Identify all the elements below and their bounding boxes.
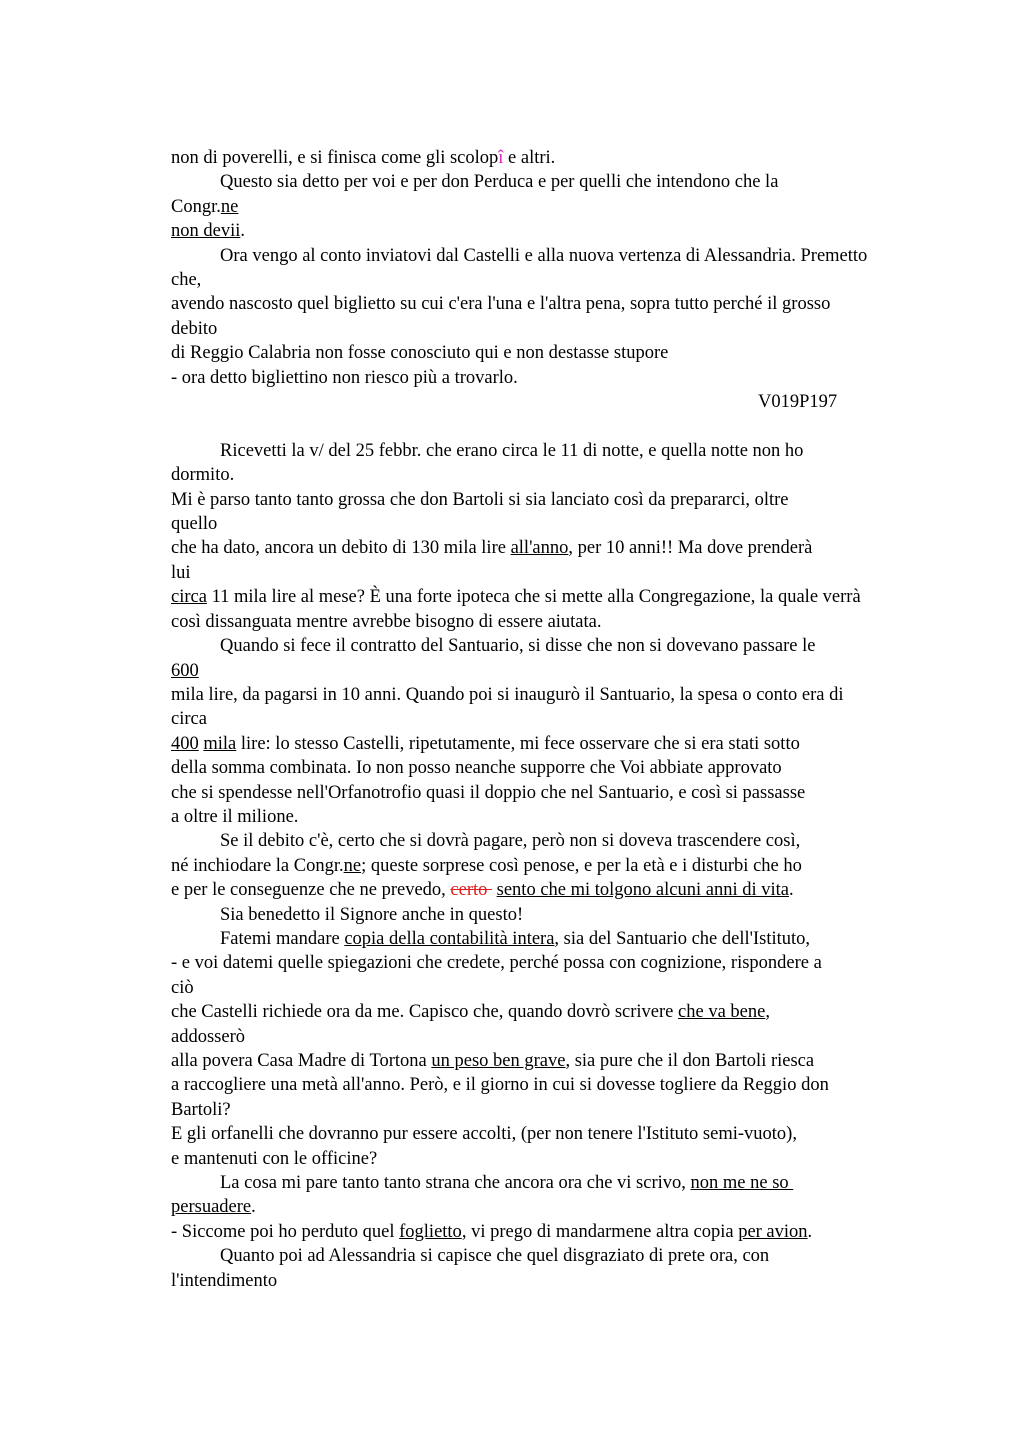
underlined-text: ne <box>220 196 239 217</box>
text-line <box>171 976 961 1000</box>
text-run: V019P197 <box>758 392 838 413</box>
underlined-text: persuadere <box>171 1197 252 1218</box>
text-line <box>171 1073 961 1097</box>
text-line <box>171 1025 961 1049</box>
text-run: . <box>251 1197 256 1218</box>
text-line <box>171 829 961 853</box>
text-run: , per 10 anni!! Ma dove prenderà <box>568 538 813 559</box>
text-run: La cosa mi pare tanto tanto strana che ancora ora che vi scrivo, <box>220 1173 691 1194</box>
underlined-text: ne <box>343 855 362 876</box>
text-line <box>171 854 961 878</box>
text-line <box>171 903 961 927</box>
text-run: mila lire, da pagarsi in 10 anni. Quando poi si inaugurò il Santuario, la spesa o conto era di <box>171 684 844 705</box>
text-run: , sia pure che il don Bartoli riesca <box>565 1051 815 1072</box>
text-run: lui <box>171 562 191 583</box>
text-line <box>171 439 961 463</box>
text-run: l'intendimento <box>171 1270 278 1291</box>
text-run: Se il debito c'è, certo che si dovrà pagare, però non si doveva trascendere così, <box>220 831 801 852</box>
underlined-text: non devii <box>171 221 241 242</box>
underlined-text: foglietto <box>399 1221 462 1242</box>
text-run: , <box>765 1002 770 1023</box>
text-run: e per le conseguenze che ne prevedo, <box>171 880 451 901</box>
underlined-text: che va bene <box>678 1002 766 1023</box>
text-run: dormito. <box>171 465 235 486</box>
text-line <box>171 951 961 975</box>
struck-text: certo <box>450 880 493 901</box>
text-line <box>171 1171 961 1195</box>
text-line <box>171 781 961 805</box>
text-run: ciò <box>171 977 194 998</box>
text-run: . <box>240 221 245 242</box>
text-line <box>171 707 961 731</box>
underlined-text: 400 <box>171 733 199 754</box>
underlined-text: un peso ben grave <box>431 1051 566 1072</box>
text-line <box>171 1195 961 1219</box>
text-line <box>171 634 961 658</box>
text-run: che ha dato, ancora un debito di 130 mila lire <box>171 538 511 559</box>
document-page <box>171 146 961 1293</box>
text-line <box>171 927 961 951</box>
text-line <box>171 1147 961 1171</box>
text-line <box>171 463 961 487</box>
underlined-text: 600 <box>171 660 199 681</box>
text-line <box>171 170 961 194</box>
text-line <box>171 1000 961 1024</box>
text-run: avendo nascosto quel biglietto su cui c'era l'una e l'altra pena, sopra tutto perché il grosso <box>171 294 831 315</box>
underlined-text: mila <box>203 733 237 754</box>
text-line <box>171 195 961 219</box>
text-run: 11 mila lire al mese? È una forte ipoteca che si mette alla Congregazione, la quale verrà <box>206 587 861 608</box>
text-run: della somma combinata. Io non posso neanche supporre che Voi abbiate approvato <box>171 758 782 779</box>
text-line <box>171 317 961 341</box>
text-run: Quando si fece il contratto del Santuario, si disse che non si dovevano passare le <box>220 636 816 657</box>
text-run: Questo sia detto per voi e per don Perduca e per quelli che intendono che la <box>220 172 779 193</box>
text-line <box>171 561 961 585</box>
underlined-text: sento che mi tolgono alcuni anni di vita <box>496 880 789 901</box>
text-run: Bartoli? <box>171 1099 231 1120</box>
text-run: che si spendesse nell'Orfanotrofio quasi il doppio che nel Santuario, e così si passasse <box>171 782 806 803</box>
text-run: non di poverelli, e si finisca come gli scolop <box>171 148 499 168</box>
text-line <box>171 512 961 536</box>
text-run: , vi prego di mandarmene altra copia <box>461 1221 739 1242</box>
text-run: - ora detto bigliettino non riesco più a trovarlo. <box>171 367 518 388</box>
text-run: Quanto poi ad Alessandria si capisce che quel disgraziato di prete ora, con <box>220 1246 770 1267</box>
text-line <box>171 1049 961 1073</box>
text-line <box>171 610 961 634</box>
text-line <box>171 683 961 707</box>
text-run: Ricevetti la v/ del 25 febbr. che erano circa le 11 di notte, e quella notte non ho <box>220 440 804 461</box>
text-line <box>171 146 961 170</box>
text-line <box>171 1269 961 1293</box>
underlined-text: per avion <box>738 1221 808 1242</box>
text-run: addosserò <box>171 1026 245 1047</box>
text-run: circa <box>171 709 207 730</box>
text-run: Sia benedetto il Signore anche in questo! <box>220 904 524 925</box>
page-reference <box>171 390 961 414</box>
text-run: di Reggio Calabria non fosse conosciuto qui e non destasse stupore <box>171 343 669 364</box>
text-run: lire: lo stesso Castelli, ripetutamente, mi fece osservare che si era stati sotto <box>236 733 800 754</box>
text-run: - Siccome poi ho perduto quel <box>171 1221 400 1242</box>
text-run: debito <box>171 318 218 339</box>
text-line <box>171 488 961 512</box>
text-line <box>171 1098 961 1122</box>
text-run: , sia del Santuario che dell'Istituto, <box>554 928 811 949</box>
text-line <box>171 341 961 365</box>
text-line <box>171 805 961 829</box>
text-line <box>171 1220 961 1244</box>
blank-line <box>171 414 961 438</box>
text-run: Mi è parso tanto tanto grossa che don Bartoli si sia lanciato così da prepararci, oltre <box>171 489 789 510</box>
text-run: E gli orfanelli che dovranno pur essere accolti, (per non tenere l'Istituto semi-vuoto), <box>171 1124 797 1145</box>
text-run: - e voi datemi quelle spiegazioni che credete, perché possa con cognizione, rispondere a <box>171 953 822 974</box>
text-run: Ora vengo al conto inviatovi dal Castelli e alla nuova vertenza di Alessandria. Premetto <box>220 245 868 266</box>
text-run: né inchiodare la Congr. <box>171 855 344 876</box>
text-run: così dissanguata mentre avrebbe bisogno di essere aiutata. <box>171 611 602 632</box>
text-line <box>171 659 961 683</box>
text-line <box>171 878 961 902</box>
text-line <box>171 292 961 316</box>
text-line <box>171 732 961 756</box>
text-run: Fatemi mandare <box>220 928 345 949</box>
text-line <box>171 1122 961 1146</box>
underlined-text: copia della contabilità intera <box>344 928 555 949</box>
text-run: e altri. <box>503 148 556 168</box>
text-run: . <box>807 1221 813 1242</box>
underlined-text: non me ne so <box>690 1173 794 1194</box>
text-line <box>171 536 961 560</box>
text-line <box>171 244 961 268</box>
text-line <box>171 1244 961 1268</box>
underlined-text: all'anno <box>510 538 569 559</box>
text-run: che Castelli richiede ora da me. Capisco che, quando dovrò scrivere <box>171 1002 679 1023</box>
text-line <box>171 366 961 390</box>
text-run: quello <box>171 514 218 535</box>
underlined-text: circa <box>171 587 207 608</box>
highlighted-char: î <box>498 148 504 168</box>
text-run: a raccogliere una metà all'anno. Però, e il giorno in cui si dovesse togliere da Reggio don <box>171 1075 829 1096</box>
text-run: Congr. <box>171 196 221 217</box>
text-run: ; queste sorprese così penose, e per la età e i disturbi che ho <box>361 855 802 876</box>
text-line <box>171 219 961 243</box>
text-line <box>171 756 961 780</box>
text-run: alla povera Casa Madre di Tortona <box>171 1051 432 1072</box>
text-run: a oltre il milione. <box>171 806 299 827</box>
text-line <box>171 268 961 292</box>
text-line <box>171 585 961 609</box>
text-run: che, <box>171 270 202 291</box>
text-run: . <box>788 880 794 901</box>
text-run: e mantenuti con le officine? <box>171 1148 378 1169</box>
